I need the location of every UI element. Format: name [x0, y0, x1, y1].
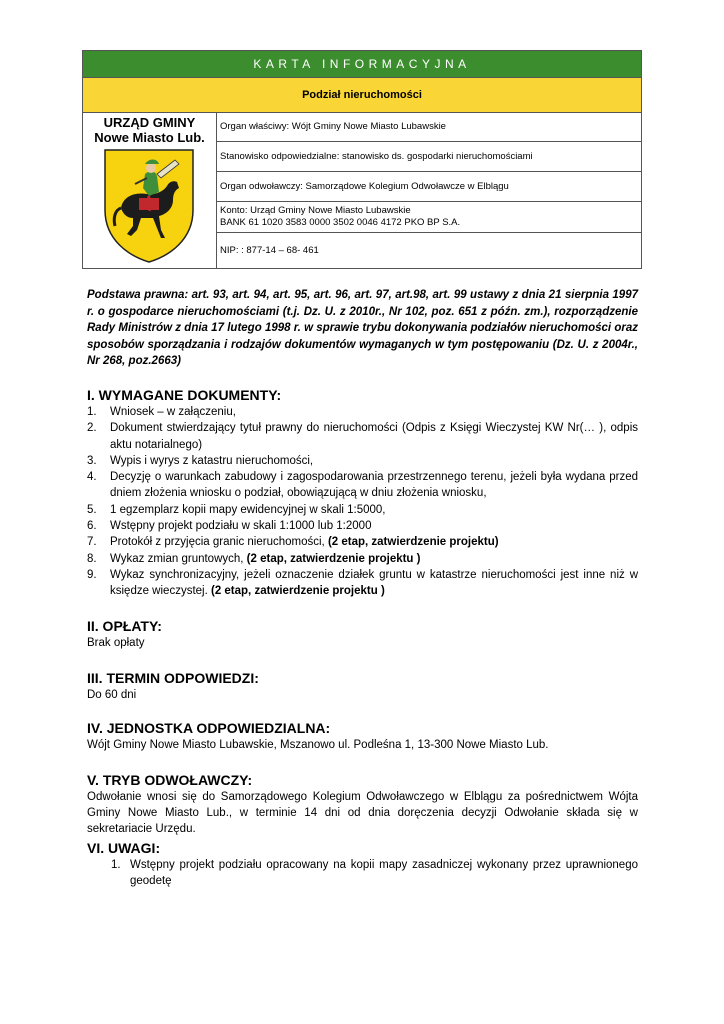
list-item: 7. Protokół z przyjęcia granic nieruchomości, (2 etap, zatwierdzenie projektu) — [87, 536, 499, 549]
position-row: Stanowisko odpowiedzialne: stanowisko ds. gospodarki nieruchomościami — [217, 142, 641, 172]
appeal-section — [87, 772, 638, 837]
info-card — [82, 50, 642, 269]
legal-basis: Podstawa prawna: art. 93, art. 94, art. 95, art. 96, art. 97, art.98, art. 99 ustawy z dnia 21 sierpnia 1997 r. o gospodarce nieruchomościami (t.j. Dz. U. z 2010r., Nr 102, poz. 651 z późn. zm.), rozporządzenie Rady Ministrów z dnia 17 lutego 1998 r. w sprawie trybu dokonywania podziałów nieruchomości oraz sposobów sporządzania i rodzajów dokumentów wymaganych w tym postępowaniu (Dz. U. z 2004r., Nr 268, poz.2663) — [87, 289, 638, 367]
documents-section — [87, 387, 638, 600]
fees-section — [87, 618, 638, 651]
deadline-section — [87, 670, 638, 703]
list-item: 9. Wykaz synchronizacyjny, jeżeli oznaczenie działek gruntu w katastrze nieruchomości jest inne niż w księdze wieczystej. (2 etap, zatwierdzenie projektu ) — [87, 568, 638, 598]
list-item: 5. 1 egzemplarz kopii mapy ewidencyjnej w skali 1:5000, — [87, 503, 386, 516]
unit-section — [87, 720, 638, 753]
office-name: URZĄD GMINY Nowe Miasto Lub. — [94, 115, 205, 145]
nip-row: NIP: : 877-14 – 68- 461 — [220, 245, 319, 256]
unit-heading: IV. JEDNOSTKA ODPOWIEDZIALNA: — [87, 720, 331, 736]
office-cell — [83, 112, 217, 268]
remarks-section — [87, 840, 638, 890]
appeal-organ-row: Organ odwoławczy: Samorządowe Kolegium Odwoławcze w Elblągu — [217, 172, 641, 202]
organ-row: Organ właściwy: Wójt Gminy Nowe Miasto Lubawskie — [217, 112, 641, 142]
card-subtitle: Podział nieruchomości — [83, 78, 641, 113]
account-row: Konto: Urząd Gminy Nowe Miasto Lubawskie BANK 61 1020 3583 0000 3502 0046 4172 PKO BP S.A. — [217, 202, 641, 233]
list-item: 4. Decyzję o warunkach zabudowy i zagospodarowania przestrzennego terenu, jeżeli była wydana przed dniem złożenia wniosku o podział, obowiązującą w dniu złożenia wniosku, — [87, 471, 638, 500]
list-item: 1. Wstępny projekt podziału opracowany na kopii mapy zasadniczej wykonany przez uprawnionego geodetę — [111, 859, 638, 888]
appeal-text: Odwołanie wnosi się do Samorządowego Kolegium Odwoławczego w Elblągu za pośrednictwem Wójta Gminy Nowe Miasto Lub., w terminie 14 dni od dnia doręczenia decyzji Odwołanie składa się w sekretariacie Urzędu. — [87, 791, 638, 835]
deadline-heading: III. TERMIN ODPOWIEDZI: — [87, 670, 259, 686]
list-item: 2. Dokument stwierdzający tytuł prawny do nieruchomości (Odpis z Księgi Wieczystej KW Nr(… ), odpis aktu notarialnego) — [87, 422, 638, 451]
fees-text: Brak opłaty — [87, 637, 145, 649]
remarks-list — [87, 857, 638, 890]
unit-text: Wójt Gminy Nowe Miasto Lubawskie, Mszanowo ul. Podleśna 1, 13-300 Nowe Miasto Lub. — [87, 739, 549, 751]
documents-list — [87, 404, 638, 600]
list-item: 3. Wypis i wyrys z katastru nieruchomości, — [87, 454, 314, 467]
deadline-text: Do 60 dni — [87, 689, 137, 701]
list-item: 1. Wniosek – w załączeniu, — [87, 406, 236, 418]
list-item: 6. Wstępny projekt podziału w skali 1:1000 lub 1:2000 — [87, 520, 372, 533]
list-item: 8. Wykaz zmian gruntowych, (2 etap, zatwierdzenie projektu ) — [87, 552, 421, 565]
documents-heading: I. WYMAGANE DOKUMENTY: — [87, 387, 282, 403]
coat-of-arms-icon — [103, 148, 195, 264]
card-title: KARTA INFORMACYJNA — [83, 51, 641, 78]
fees-heading: II. OPŁATY: — [87, 618, 162, 634]
remarks-heading: VI. UWAGI: — [87, 840, 161, 856]
info-rows — [217, 112, 641, 268]
appeal-heading: V. TRYB ODWOŁAWCZY: — [87, 772, 253, 788]
